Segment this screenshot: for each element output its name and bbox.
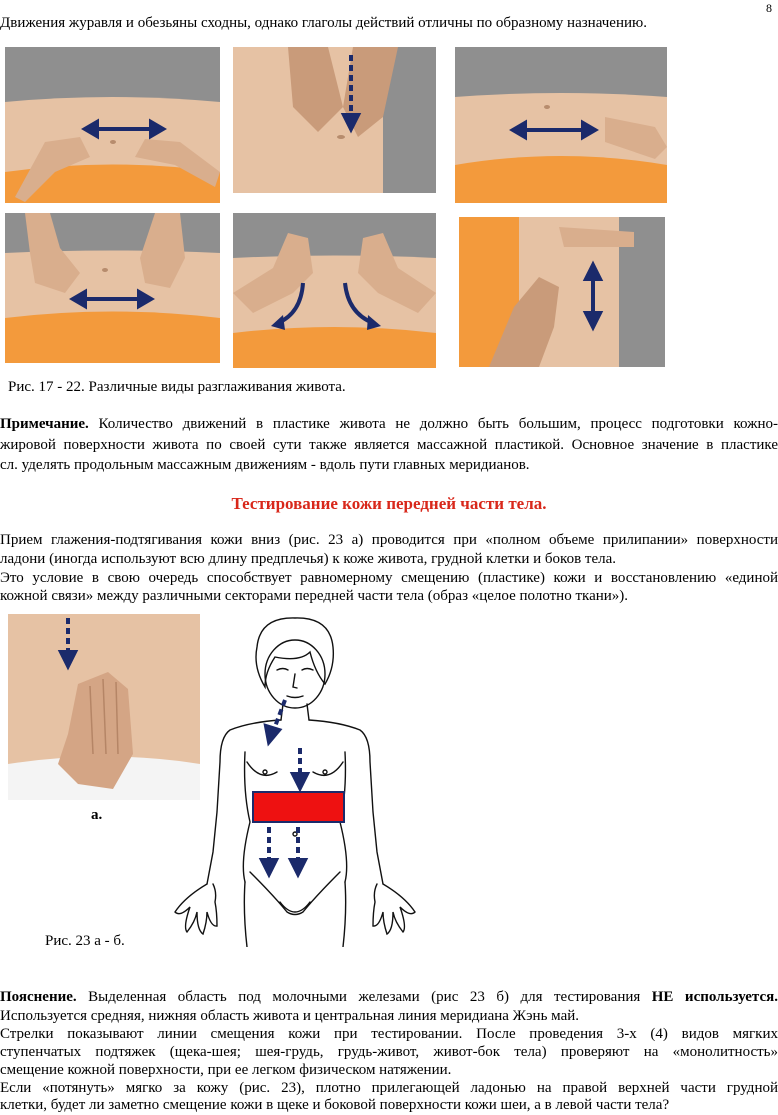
dashed-arrow-down-icon <box>293 748 307 788</box>
explanation-emphasis: НЕ используется. <box>651 989 778 1005</box>
explanation-line-5: смещение кожной поверхности, при ее легком физическом натяжении. <box>0 1062 452 1078</box>
figure23-caption: Рис. 23 а - б. <box>45 933 125 949</box>
paragraph1-line-1: Прием глажения-подтягивания кожи вниз (рис. 23 а) проводится при «полном объеме прилипании» поверхности <box>0 532 778 548</box>
explanation-line-6: Если «потянуть» мягко за кожу (рис. 23), плотно прилегающей ладонью на правой верхней части грудной <box>0 1080 778 1096</box>
photos-caption: Рис. 17 - 22. Различные виды разглаживания живота. <box>8 379 346 395</box>
explanation-label: Пояснение. <box>0 989 77 1005</box>
section-heading: Тестирование кожи передней части тела. <box>231 494 547 513</box>
photo-fig-21 <box>233 213 436 368</box>
photo-fig-18 <box>233 47 436 193</box>
note-line-3: сл. уделять продольным массажным движениям - вдоль пути главных меридианов. <box>0 457 530 473</box>
explanation-line-7: клетки, будет ли заметно смещение кожи в щеке и боковой поверхности кожи шеи, а в левой части тела? <box>0 1097 670 1113</box>
highlighted-region <box>253 792 344 822</box>
intro-line: Движения журавля и обезьяны сходны, однако глаголы действий отличны по образному назначению. <box>0 15 647 31</box>
photo-fig-22 <box>459 217 665 367</box>
explanation-line-2: Используется средняя, нижняя область живота и центральная линия меридиана Жэнь май. <box>0 1008 580 1024</box>
note-line-2: жировой поверхности живота по своей сути также является массажной пластикой. Основное значение в пластике <box>0 437 778 453</box>
paragraph1-line-2: ладони (иногда используют всю длину предплечья) к коже живота, грудной клетки и боков тела. <box>0 551 617 567</box>
body-outline-diagram <box>165 612 430 947</box>
note-line-1: Примечание. Количество движений в пластике живота не должно быть большим, процесс подготовки кожно- <box>0 416 778 432</box>
note-label: Примечание. <box>0 416 89 432</box>
explanation-line-3: Стрелки показывают линии смещения кожи при тестировании. После проведения 3-х (4) видов мягких <box>0 1026 778 1042</box>
photo-fig-19 <box>455 47 667 203</box>
photo-fig-20 <box>5 213 220 363</box>
paragraph1-line-3: Это условие в свою очередь способствует равномерному смещению (пластике) кожи и восстановлению «единой <box>0 570 778 586</box>
explanation-line-1: Пояснение. Выделенная область под молочными железами (рис 23 б) для тестирования НЕ используется. <box>0 989 778 1005</box>
explanation-line-4: ступенчатых подтяжек (щека-шея; шея-грудь, грудь-живот, живот-бок тела) проверяют на «монолитность» <box>0 1044 778 1060</box>
figure-a-label: а. <box>91 807 103 823</box>
page-number: 8 <box>766 1 772 15</box>
dashed-arrow-down-icon <box>262 827 276 874</box>
photo-fig-17 <box>5 47 220 203</box>
paragraph1-line-4: кожной связи» между различными секторами передней части тела (образ «целое полотно ткани»). <box>0 588 629 604</box>
